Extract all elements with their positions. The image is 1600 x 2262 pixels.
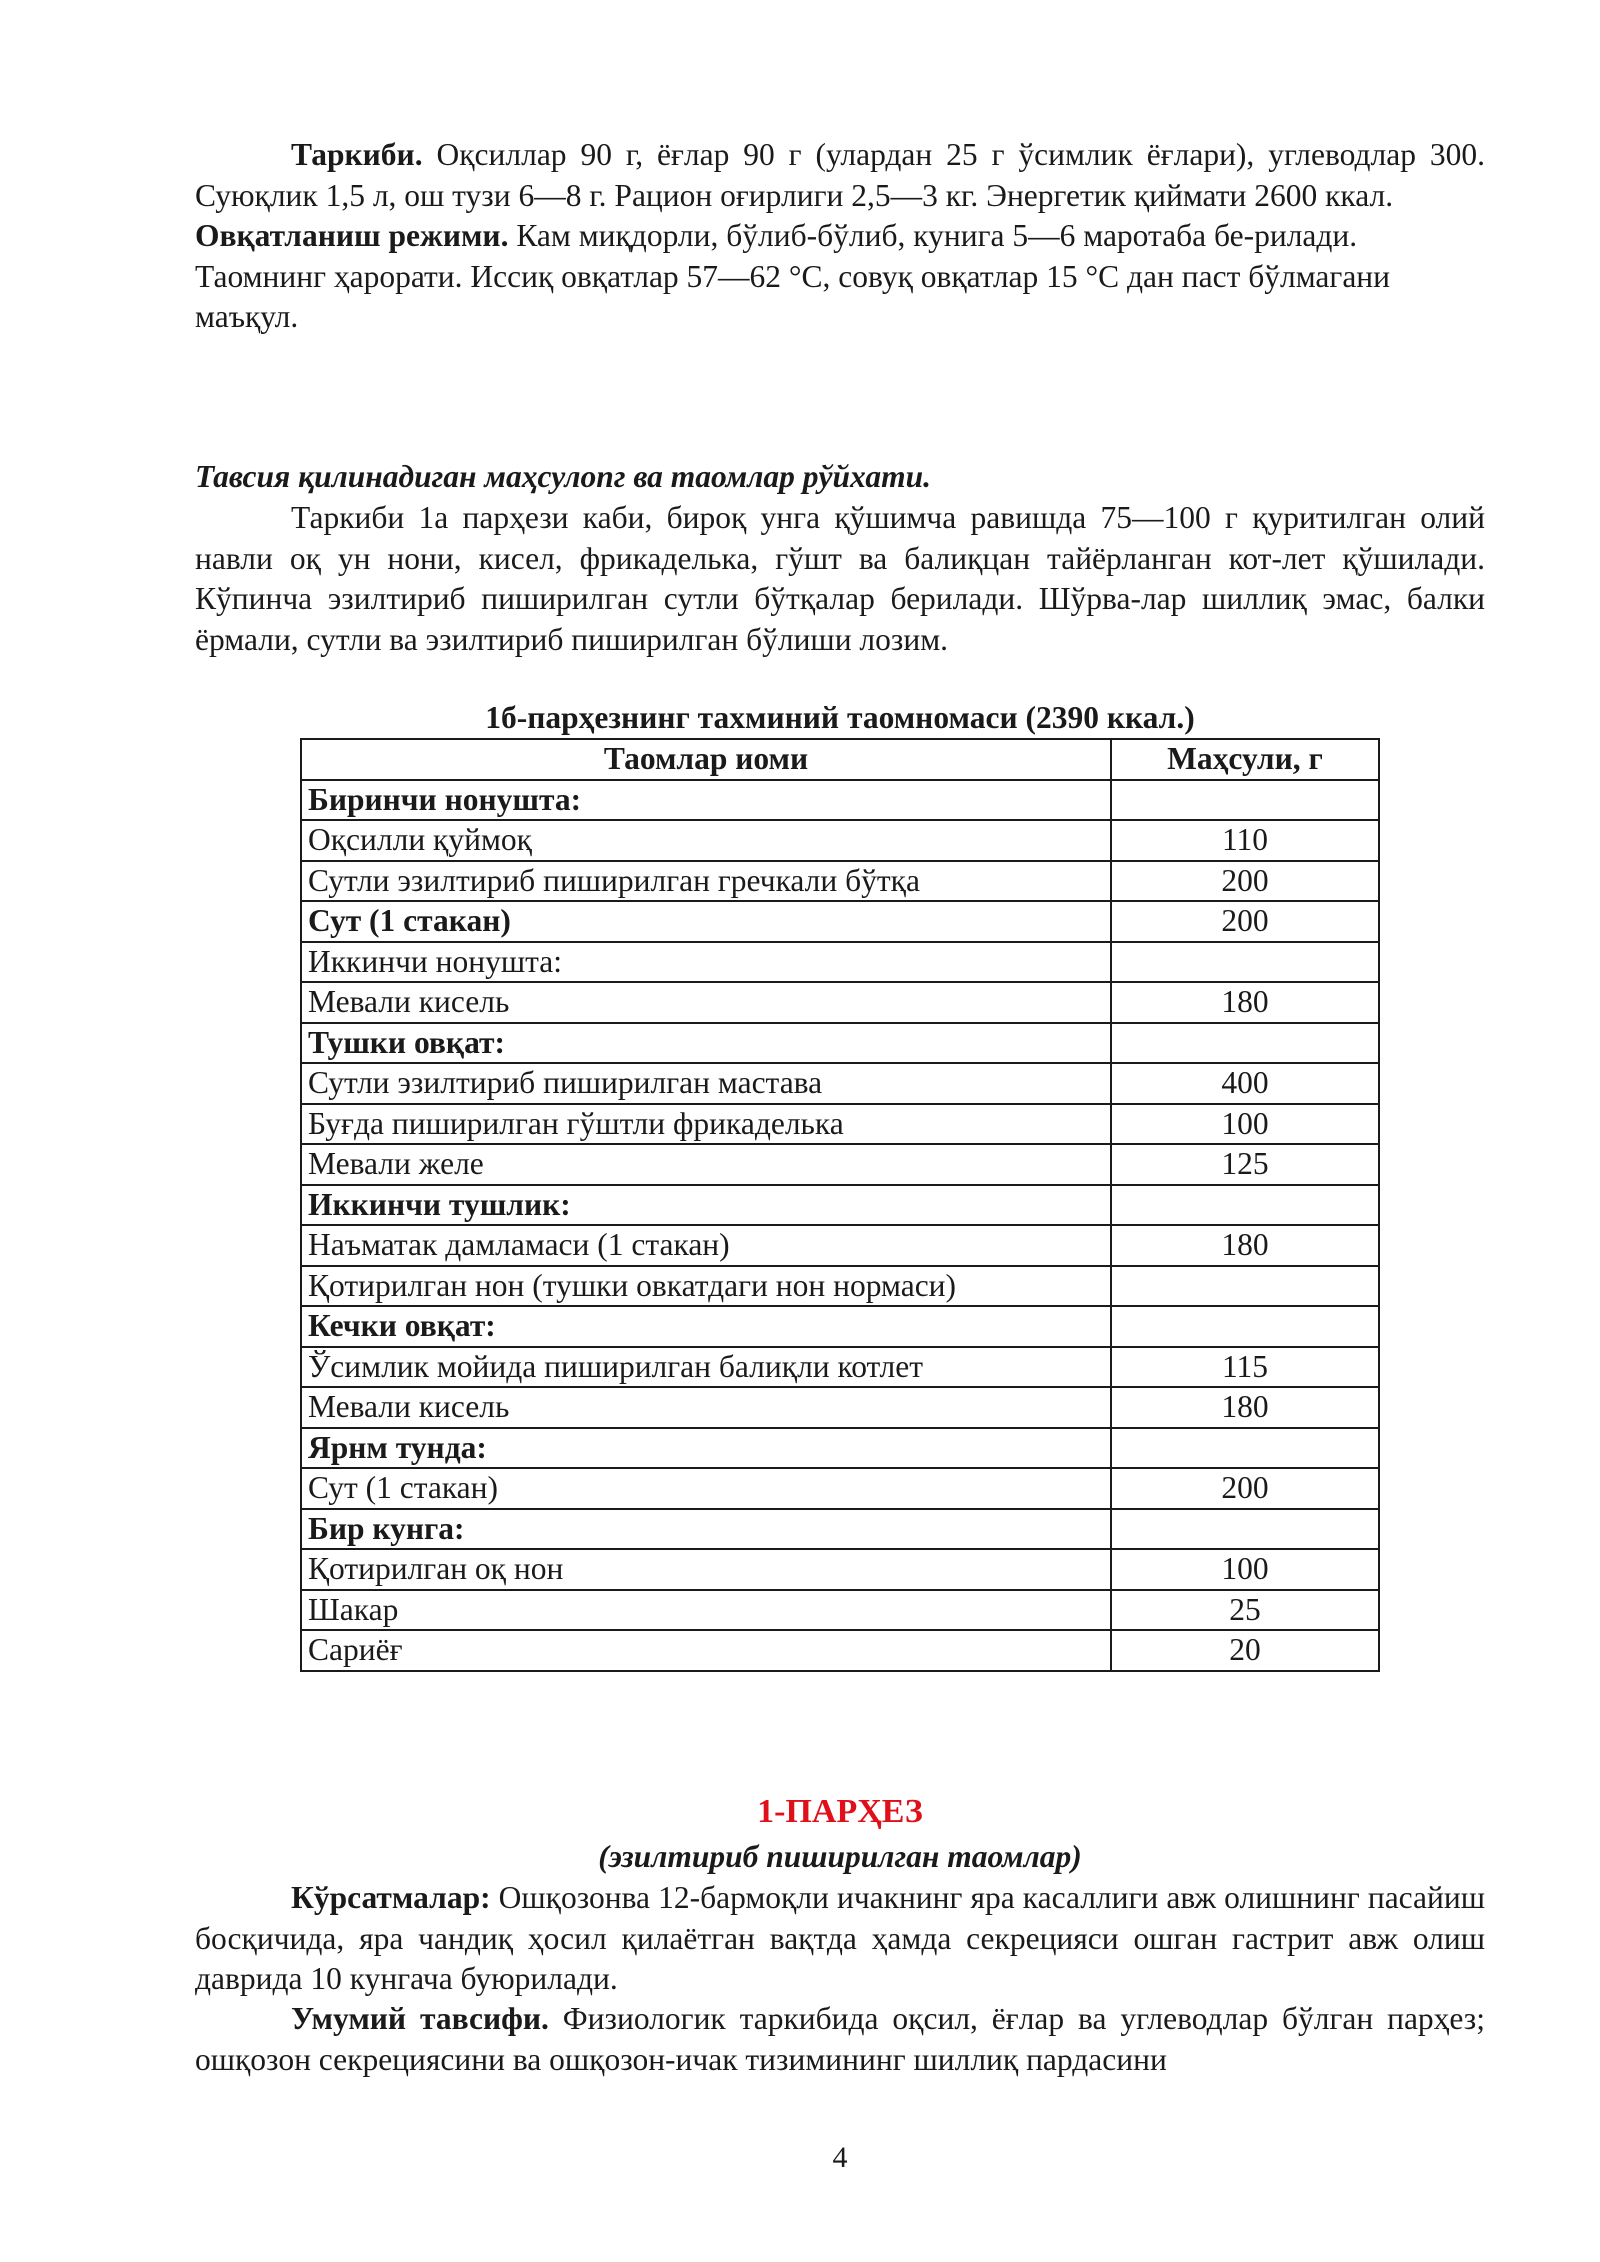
dish-name-cell: Сариёғ <box>301 1630 1111 1671</box>
general-text: Физиологик таркибида оқсил, ёғлар ва углеводлар бўлган парҳез; ошқозон секрециясини ва ошқозон-ичак тизимининг шиллиқ пардасини <box>195 2001 1485 2077</box>
table-row <box>301 1428 1379 1469</box>
quantity-cell: 100 <box>1111 1549 1379 1590</box>
dish-name-cell: Қотирилган оқ нон <box>301 1549 1111 1590</box>
dish-name-cell: Биринчи нонушта: <box>301 780 1111 821</box>
composition-paragraph <box>195 135 1485 338</box>
menu-table <box>300 738 1380 1672</box>
dish-name-cell: Иккинчи нонушта: <box>301 942 1111 983</box>
table-row <box>301 1387 1379 1428</box>
composition-label: Таркиби. <box>291 137 423 172</box>
header-dish-name: Таомлар иоми <box>301 739 1111 780</box>
indications-label: Кўрсатмалар: <box>291 1880 491 1915</box>
dish-name-cell: Сут (1 стакан) <box>301 901 1111 942</box>
header-quantity: Маҳсули, г <box>1111 739 1379 780</box>
table-row <box>301 1225 1379 1266</box>
table-header-row <box>301 739 1379 780</box>
quantity-cell: 200 <box>1111 861 1379 902</box>
dish-name-cell: Мевали кисель <box>301 982 1111 1023</box>
table-row <box>301 1347 1379 1388</box>
temperature-text: Таомнинг ҳарорати. Иссиқ овқатлар 57—62 °С, совуқ овқатлар 15 °С дан паст бўлмагани маъқул. <box>195 258 1391 334</box>
quantity-cell <box>1111 780 1379 821</box>
table-row <box>301 1144 1379 1185</box>
table-row <box>301 1468 1379 1509</box>
table-row <box>301 820 1379 861</box>
dish-name-cell: Қотирилган нон (тушки овкатдаги нон нормаси) <box>301 1266 1111 1307</box>
dish-name-cell: Ярнм тунда: <box>301 1428 1111 1469</box>
table-title: 1б-парҳезнинг тахминий таомномаси (2390 ккал.) <box>485 700 1195 735</box>
dish-name-cell: Сут (1 стакан) <box>301 1468 1111 1509</box>
page-number: 4 <box>832 2141 848 2174</box>
quantity-cell: 25 <box>1111 1590 1379 1631</box>
quantity-cell <box>1111 1306 1379 1347</box>
indications-paragraph <box>195 1878 1485 2000</box>
quantity-cell: 110 <box>1111 820 1379 861</box>
dish-name-cell: Сутли эзилтириб пиширилган гречкали бўтқа <box>301 861 1111 902</box>
quantity-cell <box>1111 1428 1379 1469</box>
recommended-text: Таркиби 1а парҳези каби, бироқ унга қўшимча равишда 75—100 г қуритилган олий навли оқ ун нони, кисел, фрикаделька, гўшт ва балиқцан тайёрланган кот-лет қўшилади. Кўпинча эзилтириб пиширилган сутли бўтқалар берилади. Шўрва-лар шиллиқ эмас, балки ёрмали, сутли ва эзилтириб пиширилган бўлиши лозим. <box>195 500 1485 657</box>
dish-name-cell: Оқсилли қуймоқ <box>301 820 1111 861</box>
table-row <box>301 1063 1379 1104</box>
quantity-cell: 200 <box>1111 1468 1379 1509</box>
dish-name-cell: Бир кунга: <box>301 1509 1111 1550</box>
table-row <box>301 1104 1379 1145</box>
quantity-cell: 400 <box>1111 1063 1379 1104</box>
table-row <box>301 1549 1379 1590</box>
quantity-cell: 100 <box>1111 1104 1379 1145</box>
general-label: Умумий тавсифи. <box>291 2001 549 2036</box>
indications-text: Ошқозонва 12-бармоқли ичакнинг яра касаллиги авж олишнинг пасайиш босқичида, яра чандиқ ҳосил қилаётган вақтда ҳамда секрецияси ошган гастрит авж олиш даврида 10 кунгача буюрилади. <box>195 1880 1485 1996</box>
table-row <box>301 982 1379 1023</box>
quantity-cell: 200 <box>1111 901 1379 942</box>
table-row <box>301 1266 1379 1307</box>
dish-name-cell: Ўсимлик мойида пиширилган балиқли котлет <box>301 1347 1111 1388</box>
quantity-cell: 180 <box>1111 982 1379 1023</box>
composition-text: Оқсиллар 90 г, ёғлар 90 г (улардан 25 г ўсимлик ёғлари), углеводлар 300. Суюқлик 1,5 л, ош тузи 6—8 г. Рацион оғирлиги 2,5—3 кг. Энергетик қиймати 2600 ккал. <box>195 137 1485 213</box>
table-row <box>301 1509 1379 1550</box>
quantity-cell: 180 <box>1111 1387 1379 1428</box>
quantity-cell: 20 <box>1111 1630 1379 1671</box>
quantity-cell: 180 <box>1111 1225 1379 1266</box>
regime-text: Кам миқдорли, бўлиб-бўлиб, кунига 5—6 маротаба бе-рилади. <box>508 218 1358 253</box>
regime-label: Овқатланиш режими. <box>195 218 509 253</box>
quantity-cell <box>1111 942 1379 983</box>
table-row <box>301 901 1379 942</box>
dish-name-cell: Тушки овқат: <box>301 1023 1111 1064</box>
dish-name-cell: Кечки овқат: <box>301 1306 1111 1347</box>
quantity-cell: 125 <box>1111 1144 1379 1185</box>
table-row <box>301 942 1379 983</box>
general-paragraph <box>195 1999 1485 2080</box>
dish-name-cell: Мевали кисель <box>301 1387 1111 1428</box>
diet-subtitle: (эзилтириб пиширилган таомлар) <box>598 1839 1082 1874</box>
recommended-heading: Тавсия қилинадиган маҳсулопг ва таомлар рўйхати. <box>195 459 931 494</box>
table-row <box>301 1185 1379 1226</box>
dish-name-cell: Наъматак дамламаси (1 стакан) <box>301 1225 1111 1266</box>
quantity-cell: 115 <box>1111 1347 1379 1388</box>
table-row <box>301 1023 1379 1064</box>
dish-name-cell: Мевали желе <box>301 1144 1111 1185</box>
table-row <box>301 861 1379 902</box>
quantity-cell <box>1111 1023 1379 1064</box>
quantity-cell <box>1111 1266 1379 1307</box>
dish-name-cell: Буғда пиширилган гўштли фрикаделька <box>301 1104 1111 1145</box>
quantity-cell <box>1111 1509 1379 1550</box>
table-body <box>301 780 1379 1671</box>
table-row <box>301 780 1379 821</box>
table-row <box>301 1306 1379 1347</box>
diet-title: 1-ПАРҲЕЗ <box>757 1793 923 1830</box>
table-row <box>301 1630 1379 1671</box>
quantity-cell <box>1111 1185 1379 1226</box>
table-row <box>301 1590 1379 1631</box>
dish-name-cell: Шакар <box>301 1590 1111 1631</box>
dish-name-cell: Сутли эзилтириб пиширилган мастава <box>301 1063 1111 1104</box>
dish-name-cell: Иккинчи тушлик: <box>301 1185 1111 1226</box>
